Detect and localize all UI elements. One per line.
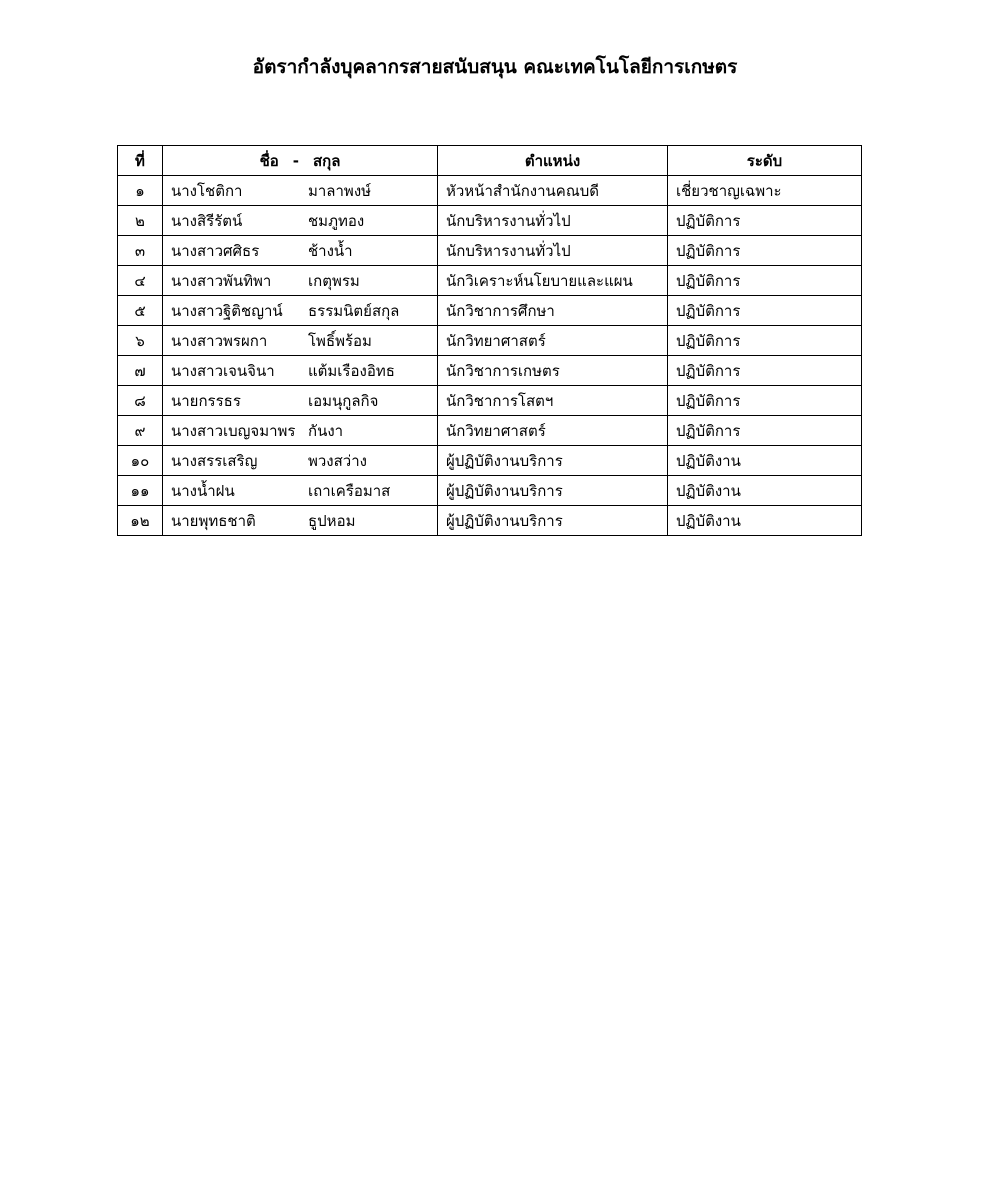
first-name: นางสาวเบญจมาพร [171, 421, 296, 440]
row-level: ปฏิบัติการ [668, 386, 862, 416]
last-name: เกตุพรม [308, 271, 360, 290]
row-position: นักวิชาการศึกษา [438, 296, 668, 326]
row-number: ๑ [118, 176, 163, 206]
row-name [163, 416, 438, 446]
header-name-last: สกุล [313, 151, 341, 170]
row-number: ๑๒ [118, 506, 163, 536]
first-name: นางสาวฐิติชญาน์ [171, 301, 283, 320]
last-name: แต้มเรืองอิทธ [308, 361, 395, 380]
row-level: ปฏิบัติการ [668, 296, 862, 326]
first-name: นางน้ำฝน [171, 481, 235, 500]
header-name-first: ชื่อ [259, 151, 279, 170]
row-name [163, 266, 438, 296]
table-row [118, 176, 862, 206]
row-level: ปฏิบัติการ [668, 326, 862, 356]
table-row [118, 236, 862, 266]
last-name: มาลาพงษ์ [308, 181, 372, 200]
first-name: นายกรรธร [171, 391, 241, 410]
last-name: ช้างน้ำ [308, 241, 353, 260]
last-name: เถาเครือมาส [308, 481, 391, 500]
row-position: ผู้ปฏิบัติงานบริการ [438, 446, 668, 476]
header-no: ที่ [118, 146, 163, 176]
table-row [118, 386, 862, 416]
row-position: นักวิชาการเกษตร [438, 356, 668, 386]
row-position: นักวิชาการโสตฯ [438, 386, 668, 416]
row-level: ปฏิบัติการ [668, 266, 862, 296]
row-level: ปฏิบัติการ [668, 416, 862, 446]
first-name: นายพุทธชาติ [171, 511, 256, 530]
row-number: ๙ [118, 416, 163, 446]
row-name [163, 176, 438, 206]
row-level: ปฏิบัติการ [668, 356, 862, 386]
row-number: ๖ [118, 326, 163, 356]
row-level: ปฏิบัติงาน [668, 476, 862, 506]
table-header-row [118, 146, 862, 176]
last-name: ชมภูทอง [308, 211, 365, 230]
page-title: อัตรากำลังบุคลากรสายสนับสนุน คณะเทคโนโลยีการเกษตร [252, 56, 738, 78]
last-name: โพธิ์พร้อม [308, 331, 372, 350]
table-row [118, 476, 862, 506]
row-level: ปฏิบัติงาน [668, 446, 862, 476]
table-row [118, 296, 862, 326]
row-position: นักวิทยาศาสตร์ [438, 326, 668, 356]
row-number: ๕ [118, 296, 163, 326]
first-name: นางสาวพรผกา [171, 331, 268, 350]
row-name [163, 206, 438, 236]
row-position: ผู้ปฏิบัติงานบริการ [438, 476, 668, 506]
first-name: นางสิรีรัตน์ [171, 211, 243, 230]
table-row [118, 326, 862, 356]
table-row [118, 356, 862, 386]
row-number: ๑๑ [118, 476, 163, 506]
row-name [163, 446, 438, 476]
row-position: ผู้ปฏิบัติงานบริการ [438, 506, 668, 536]
table-row [118, 266, 862, 296]
first-name: นางสาวพันทิพา [171, 271, 272, 290]
last-name: กันงา [308, 421, 344, 440]
first-name: นางสาวศศิธร [171, 241, 260, 260]
staff-table [117, 145, 862, 536]
row-name [163, 476, 438, 506]
row-level: ปฏิบัติการ [668, 236, 862, 266]
last-name: ธูปหอม [308, 511, 356, 530]
first-name: นางสาวเจนจินา [171, 361, 275, 380]
row-number: ๑๐ [118, 446, 163, 476]
row-position: นักบริหารงานทั่วไป [438, 236, 668, 266]
row-number: ๗ [118, 356, 163, 386]
header-name-separator: - [292, 151, 299, 170]
row-position: นักวิเคราะห์นโยบายและแผน [438, 266, 668, 296]
row-level: ปฏิบัติงาน [668, 506, 862, 536]
row-name [163, 296, 438, 326]
row-number: ๓ [118, 236, 163, 266]
row-number: ๒ [118, 206, 163, 236]
row-number: ๘ [118, 386, 163, 416]
row-position: นักวิทยาศาสตร์ [438, 416, 668, 446]
header-name [163, 146, 438, 176]
row-position: นักบริหารงานทั่วไป [438, 206, 668, 236]
row-position: หัวหน้าสำนักงานคณบดี [438, 176, 668, 206]
row-level: ปฏิบัติการ [668, 206, 862, 236]
row-name [163, 506, 438, 536]
table-row [118, 446, 862, 476]
last-name: ธรรมนิตย์สกุล [308, 301, 400, 320]
row-name [163, 236, 438, 266]
last-name: พวงสว่าง [308, 451, 367, 470]
table-row [118, 206, 862, 236]
row-name [163, 356, 438, 386]
row-number: ๔ [118, 266, 163, 296]
row-name [163, 386, 438, 416]
table-row [118, 416, 862, 446]
table-row [118, 506, 862, 536]
last-name: เอมนุกูลกิจ [308, 391, 379, 410]
header-level: ระดับ [668, 146, 862, 176]
first-name: นางสรรเสริญ [171, 451, 258, 470]
header-position: ตำแหน่ง [438, 146, 668, 176]
row-level: เชี่ยวชาญเฉพาะ [668, 176, 862, 206]
first-name: นางโชติกา [171, 181, 243, 200]
row-name [163, 326, 438, 356]
